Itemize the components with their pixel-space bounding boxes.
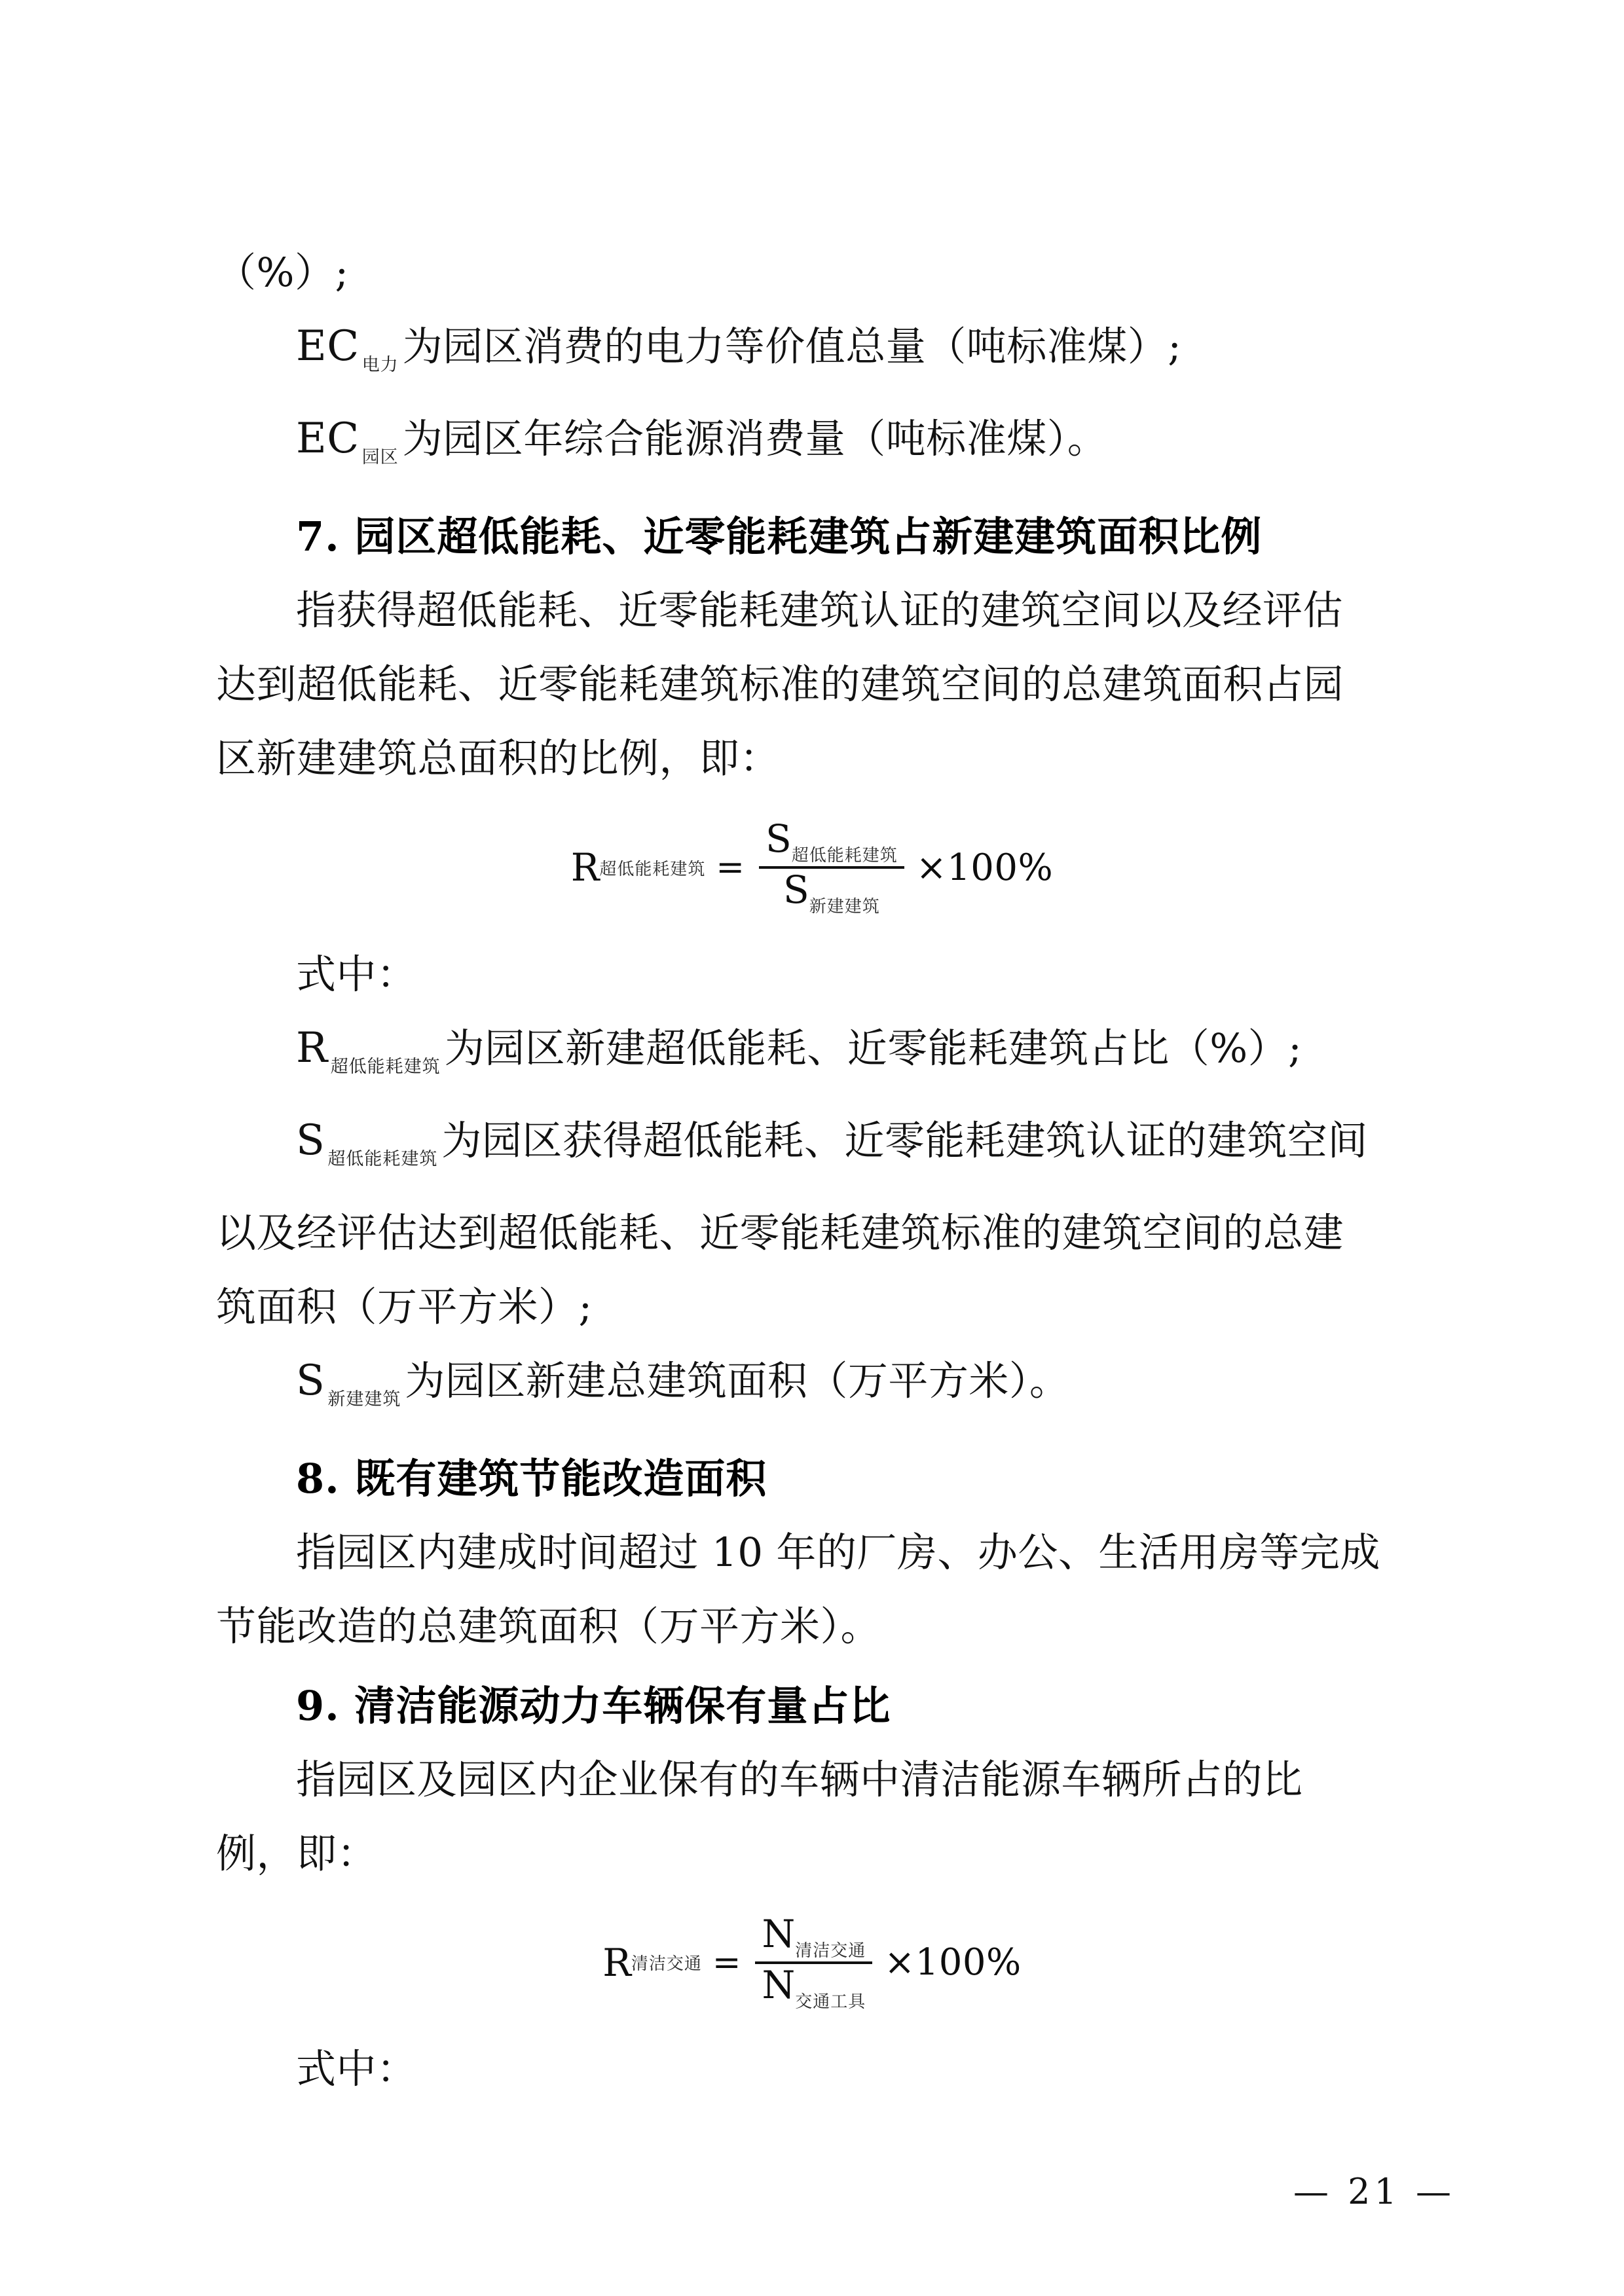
section-9-where-label: 式中：: [296, 2046, 417, 2093]
numerator-subscript: 超低能耗建筑: [791, 846, 898, 866]
section-8-body-line-1: 指园区内建成时间超过 10 年的厂房、办公、生活用房等完成: [296, 1529, 1380, 1576]
denominator-symbol: S: [783, 867, 809, 913]
equals-sign: =: [712, 1942, 741, 1982]
formula-multiplier: ×100%: [884, 1941, 1022, 1984]
definition-text: 为园区年综合能源消费量（吨标准煤）。: [402, 416, 1108, 462]
definition-s-new-building: [216, 1344, 1447, 1436]
formula-expression: [602, 1913, 1022, 2013]
section-7-body-line-2: 达到超低能耗、近零能耗建筑标准的建筑空间的总建筑面积占园: [216, 661, 1344, 708]
formula-lhs-subscript: 清洁交通: [631, 1954, 702, 1975]
definition-ec-dianli: [216, 310, 1447, 402]
fraction-denominator: [777, 869, 887, 917]
numerator-symbol: S: [765, 816, 792, 861]
section-title: 园区超低能耗、近零能耗建筑占新建建筑面积比例: [354, 513, 1263, 560]
symbol-subscript: 新建建筑: [327, 1389, 401, 1410]
formula-clean-energy-vehicles: [216, 1913, 1447, 2013]
denominator-subscript: 交通工具: [795, 1992, 866, 2012]
formula-expression: [571, 818, 1054, 918]
symbol-ec: EC: [296, 414, 360, 463]
denominator-subscript: 新建建筑: [809, 897, 880, 917]
denominator-symbol: N: [762, 1962, 796, 2007]
symbol-ec: EC: [296, 322, 360, 371]
section-number: 7.: [296, 513, 340, 560]
fraction: [755, 1913, 872, 2013]
symbol-subscript: 超低能耗建筑: [327, 1148, 438, 1169]
definition-s-ultra-low-line-1: [216, 1104, 1447, 1196]
definition-ec-yuanqu: [216, 402, 1447, 494]
definition-text: 为园区新建超低能耗、近零能耗建筑占比（%）;: [444, 1025, 1302, 1072]
section-title: 既有建筑节能改造面积: [354, 1454, 767, 1503]
fraction-numerator: [755, 1913, 872, 1961]
section-number: 8.: [296, 1454, 340, 1503]
symbol-subscript: 电力: [361, 355, 399, 375]
formula-multiplier: ×100%: [915, 846, 1054, 889]
definition-text: 为园区获得超低能耗、近零能耗建筑认证的建筑空间: [441, 1117, 1368, 1164]
section-heading-7: [216, 500, 1447, 574]
section-9-body-line-2: 例，即：: [216, 1830, 378, 1877]
fraction: [759, 818, 904, 918]
section-heading-8: [216, 1442, 1447, 1516]
fraction-numerator: [759, 818, 904, 866]
section-9-body-line-1: 指园区及园区内企业保有的车辆中清洁能源车辆所占的比: [296, 1756, 1303, 1803]
numerator-subscript: 清洁交通: [795, 1941, 866, 1961]
formula-lhs-symbol: R: [570, 845, 600, 890]
formula-lhs-symbol: R: [602, 1940, 631, 1985]
section-7-where-label: 式中：: [296, 951, 417, 998]
formula-lhs-subscript: 超低能耗建筑: [599, 859, 706, 879]
continued-fragment: （%）;: [216, 249, 349, 296]
page-number: — 21 —: [1293, 2171, 1455, 2212]
symbol-r: R: [296, 1023, 328, 1072]
definition-text: 为园区消费的电力等价值总量（吨标准煤）;: [402, 323, 1182, 370]
fraction-denominator: [755, 1964, 872, 2013]
symbol-s: S: [296, 1356, 325, 1405]
page-content: [216, 236, 1447, 2106]
definition-text: 为园区新建总建筑面积（万平方米）。: [405, 1357, 1070, 1404]
definition-s-ultra-low-line-2: 以及经评估达到超低能耗、近零能耗建筑标准的建筑空间的总建: [216, 1209, 1344, 1256]
numerator-symbol: N: [762, 1911, 796, 1956]
section-number: 9.: [296, 1681, 340, 1730]
equals-sign: =: [716, 848, 745, 888]
section-heading-9: [216, 1669, 1447, 1743]
definition-r-ultra-low: [216, 1011, 1447, 1104]
symbol-subscript: 超低能耗建筑: [330, 1056, 441, 1077]
symbol-subscript: 园区: [361, 447, 399, 467]
section-7-body-line-1: 指获得超低能耗、近零能耗建筑认证的建筑空间以及经评估: [296, 587, 1344, 634]
section-8-body-line-2: 节能改造的总建筑面积（万平方米）。: [216, 1603, 881, 1650]
section-title: 清洁能源动力车辆保有量占比: [354, 1681, 891, 1730]
definition-s-ultra-low-line-3: 筑面积（万平方米）;: [216, 1283, 593, 1330]
section-7-body-line-3: 区新建建筑总面积的比例，即：: [216, 735, 781, 782]
symbol-s: S: [296, 1116, 325, 1165]
formula-ultra-low-energy-building: [216, 818, 1447, 918]
